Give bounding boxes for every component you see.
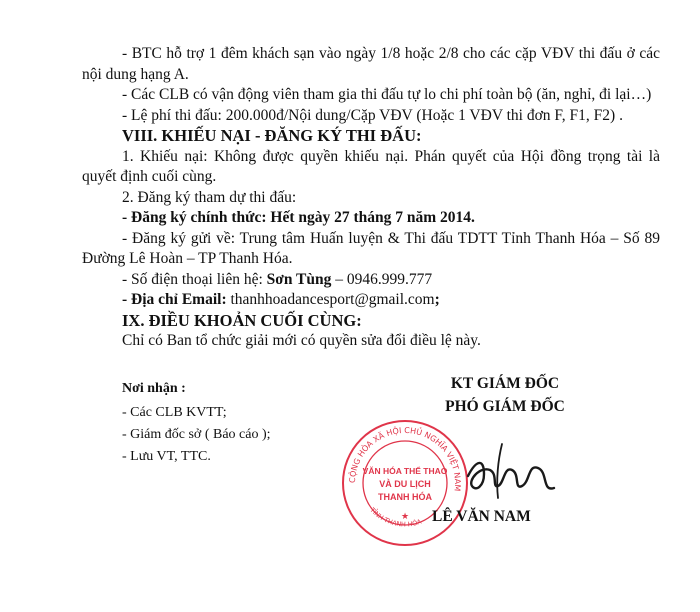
recipient-item: - Lưu VT, TTC. bbox=[122, 449, 211, 464]
registration-line: 2. Đăng ký tham dự thi đấu: bbox=[122, 188, 297, 206]
recipient-item: - Giám đốc sở ( Báo cáo ); bbox=[122, 427, 271, 442]
phone-label: - Số điện thoại liên hệ: bbox=[122, 270, 267, 288]
hotel-support-line: - BTC hỗ trợ 1 đêm khách sạn vào ngày 1/8 hoặc 2/8 cho các cặp VĐV thi đấu ở các nội dung hạng A. bbox=[82, 45, 660, 83]
seal-center-line-1: VĂN HÓA THỂ THAO bbox=[362, 466, 448, 476]
club-expenses-line: - Các CLB có vận động viên tham gia thi đấu tự lo chi phí toàn bộ (ăn, nghỉ, đi lại…) bbox=[122, 86, 652, 103]
document-body bbox=[82, 44, 660, 352]
section-8-heading: VIII. KHIẾU NẠI - ĐĂNG KÝ THI ĐẤU: bbox=[122, 126, 422, 145]
seal-ring-text: CỘNG HÒA XÃ HỘI CHỦ NGHĨA VIỆT NAM bbox=[347, 425, 463, 492]
seal-bottom-text: TỈNH THANH HÓA bbox=[368, 506, 423, 529]
phone-number: – 0946.999.777 bbox=[331, 270, 433, 288]
official-seal bbox=[340, 418, 470, 548]
phone-line bbox=[82, 270, 660, 291]
contact-name: Sơn Tùng bbox=[266, 270, 332, 288]
handwritten-signature bbox=[462, 440, 558, 504]
seal-star: ★ bbox=[400, 511, 410, 521]
section-9-heading: IX. ĐIỀU KHOẢN CUỐI CÙNG: bbox=[122, 310, 362, 330]
email-end: ; bbox=[434, 291, 440, 308]
complaint-line: 1. Khiếu nại: Không được quyền khiếu nại. Phán quyết của Hội đồng trọng tài là quyết định cuối cùng. bbox=[82, 147, 660, 185]
seal-center-line-2: VÀ DU LỊCH bbox=[379, 479, 431, 489]
email-address: thanhhoadancesport@gmail.com bbox=[226, 291, 435, 308]
signer-name: LÊ VĂN NAM bbox=[432, 508, 531, 525]
recipient-item: - Các CLB KVTT; bbox=[122, 405, 227, 420]
send-address-line: - Đăng ký gửi về: Trung tâm Huấn luyện & Thi đấu TDTT Tỉnh Thanh Hóa – Số 89 Đường Lê Hoàn – TP Thanh Hóa. bbox=[82, 229, 660, 267]
final-clause-line: Chỉ có Ban tổ chức giải mới có quyền sửa đổi điều lệ này. bbox=[122, 332, 481, 349]
fee-line: - Lệ phí thi đấu: 200.000đ/Nội dung/Cặp VĐV (Hoặc 1 VĐV thi đơn F, F1, F2) . bbox=[122, 106, 623, 124]
email-line bbox=[82, 290, 660, 311]
official-registration-line: - Đăng ký chính thức: Hết ngày 27 tháng 7 năm 2014. bbox=[122, 209, 475, 226]
email-label: - Địa chỉ Email: bbox=[122, 291, 227, 308]
recipients-block bbox=[122, 378, 271, 468]
recipients-title: Nơi nhận : bbox=[122, 381, 186, 396]
signer-title-2: PHÓ GIÁM ĐỐC bbox=[445, 398, 565, 415]
signer-title-1: KT GIÁM ĐỐC bbox=[450, 375, 560, 392]
seal-center-line-3: THANH HÓA bbox=[378, 492, 432, 502]
